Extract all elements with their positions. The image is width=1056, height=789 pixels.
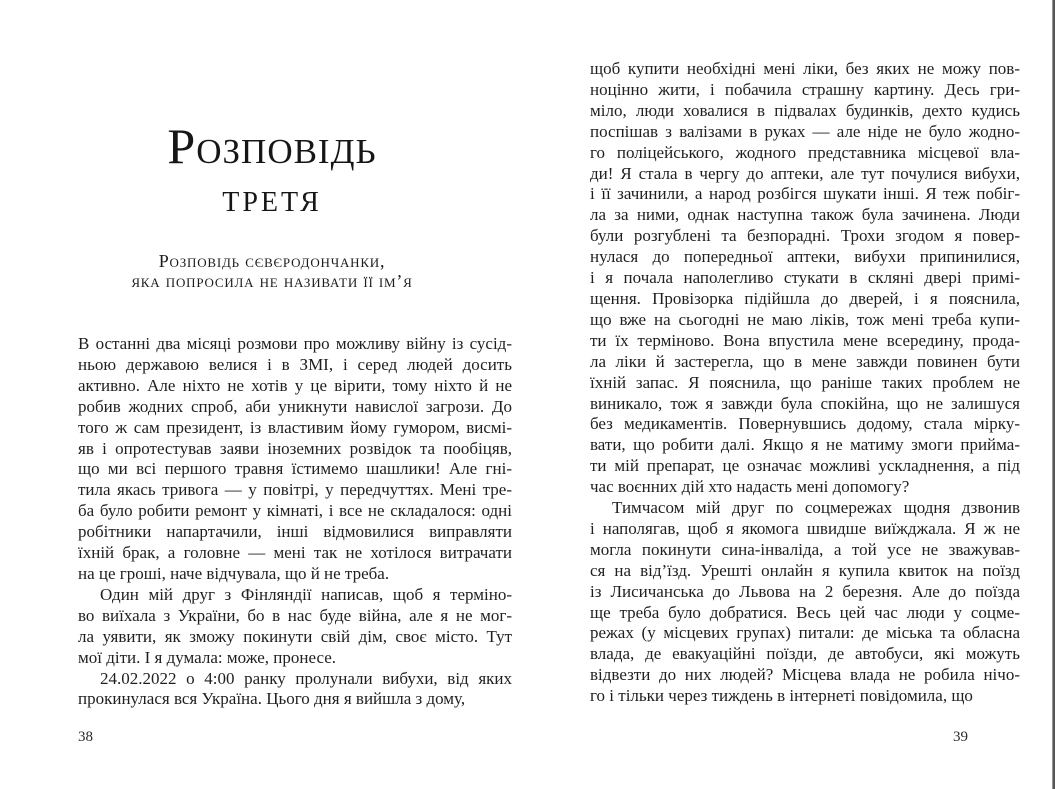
text-line: що вже на сьогодні не маю ліків, тож мені треба купи- — [590, 309, 1020, 329]
chapter-heading — [78, 118, 466, 220]
text-line: на це гроші, наче відчувала, що й не треба. — [78, 563, 390, 583]
text-line: 24.02.2022 о 4:00 ранку пролунали вибухи, від яких — [100, 668, 512, 688]
text-line: влада, де евакуаційні поїзди, де автобуси, які можуть — [590, 644, 1020, 664]
page-number: 38 — [78, 729, 93, 745]
text-line: могла покинути сина-інваліда, а той усе не зважував- — [590, 539, 1020, 559]
text-line: В останні два місяці розмови про можливу війну із сусід- — [78, 334, 512, 353]
text-line: Тимчасом мій друг по соцмережах щодня дзвонив — [612, 498, 1020, 518]
text-line: відвезти до них людей? Місцева влада не робила нічо- — [590, 665, 1020, 685]
text-line: їхній брак, а головне — мені так не хотілося витрачати — [78, 543, 512, 563]
text-line: виникало, тож я завжди була спокійна, що не залишуся — [590, 393, 1020, 413]
text-line: ди! Я стала в чергу до аптеки, але тут почулися вибухи, — [590, 163, 1020, 183]
text-line: ноцінно жити, і побачила страшну картину. Десь гри- — [590, 79, 1020, 99]
text-line: яв і опротестував заяви іноземних розвідок та пообіцяв, — [78, 438, 512, 458]
text-line: го поліцейського, жодного представника місцевої вла- — [590, 142, 1020, 162]
text-line: го і тільки через тиждень в інтернеті повідомила, що — [590, 686, 973, 706]
text-line: із Лисичанська до Львова на 2 березня. Але до поїзда — [590, 581, 1020, 601]
text-line: ти їх терміново. Вона впустила мене всередину, прода- — [590, 330, 1020, 350]
chapter-number-title: третя — [222, 175, 322, 220]
text-line: щення. Провізорка підійшла до дверей, і я пояснила, — [590, 288, 1020, 308]
chapter-subtitle-line: Розповідь сєвєродончанки, — [158, 251, 386, 271]
text-line: тила якась тривога — у повітрі, у передчуттях. Мені тре- — [78, 480, 512, 500]
text-line: ти мій препарат, це означає можливі ускладнення, а під — [590, 456, 1020, 476]
text-line: ся на від’їзд. Урешті онлайн я купила квиток на поїзд — [590, 560, 1020, 580]
left-page-text-column — [78, 334, 512, 710]
text-line: Один мій друг з Фінляндії написав, щоб я терміно- — [100, 584, 512, 604]
text-line: їхній запас. Я пояснила, що раніше таких проблем не — [590, 372, 1020, 392]
text-line: ще треба було добратися. Весь цей час люди у соцме- — [590, 602, 1020, 622]
text-line: активно. Але ніхто не хотів у це вірити, тому ніхто й не — [78, 375, 512, 395]
text-line: без медикаментів. Повернувшись додому, стала мірку- — [590, 414, 1020, 434]
text-line: міло, люди ховалися в підвалах будинків, дехто кудись — [590, 100, 1020, 120]
chapter-subtitle — [78, 252, 466, 291]
text-line: ла ліки й застерегла, що в мене завжди повинен бути — [590, 351, 1020, 371]
text-line: ньою державою велися і в ЗМІ, і серед людей досить — [78, 354, 512, 374]
text-line: робив жодних спроб, аби уникнути навислої загрози. До — [78, 396, 512, 416]
text-line: нулася до попередньої аптеки, вибухи припинилися, — [590, 247, 1020, 267]
text-line: час воєнних дій хто надасть мені допомогу? — [590, 477, 910, 497]
right-page-text-column — [590, 59, 1020, 707]
page-number: 39 — [953, 729, 968, 745]
text-line: і її зачинили, а народ розбігся шукати інші. Я теж побіг- — [590, 184, 1020, 204]
page-edge-line — [1052, 0, 1055, 789]
text-line: ла уявити, як зможу покинути свій дім, своє місто. Тут — [78, 626, 512, 646]
chapter-title: Розповідь — [167, 118, 377, 174]
text-line: режах (у місцевих групах) питали: де міська та обласна — [590, 623, 1020, 643]
chapter-subtitle-line: яка попросила не називати її ім’я — [131, 270, 413, 291]
text-line: робітники напартачили, інші відмовилися виправляти — [78, 522, 512, 542]
text-line: були розгублені та безпорадні. Трохи згодом я повер- — [590, 226, 1020, 246]
text-line: ба було робити ремонт у кімнаті, і все не складалося: одні — [78, 501, 512, 521]
text-line: прокинулася вся Україна. Цього дня я вийшла з дому, — [78, 689, 466, 709]
text-line: і наполягав, щоб я якомога швидше виїжджала. Я ж не — [590, 518, 1020, 538]
text-line: щоб купити необхідні мені ліки, без яких не можу пов- — [590, 59, 1020, 78]
text-line: ла за ними, однак наступна також була зачинена. Люди — [590, 205, 1020, 225]
text-line: поспішав з валізами в руках — але ніде не було жодно- — [590, 121, 1020, 141]
text-line: що ми всі першого травня їстимемо шашлики! Але гні- — [78, 459, 512, 479]
text-line: во виїхала з України, бо в нас буде війна, але я не мог- — [78, 605, 512, 625]
text-line: того ж сам президент, із властивим йому гумором, висмі- — [78, 417, 512, 437]
text-line: мої діти. І я думала: може, пронесе. — [78, 647, 336, 667]
text-line: і я почала наполегливо стукати в скляні двері примі- — [590, 268, 1020, 288]
text-line: вати, що робити далі. Якщо я не матиму змоги прийма- — [590, 435, 1020, 455]
